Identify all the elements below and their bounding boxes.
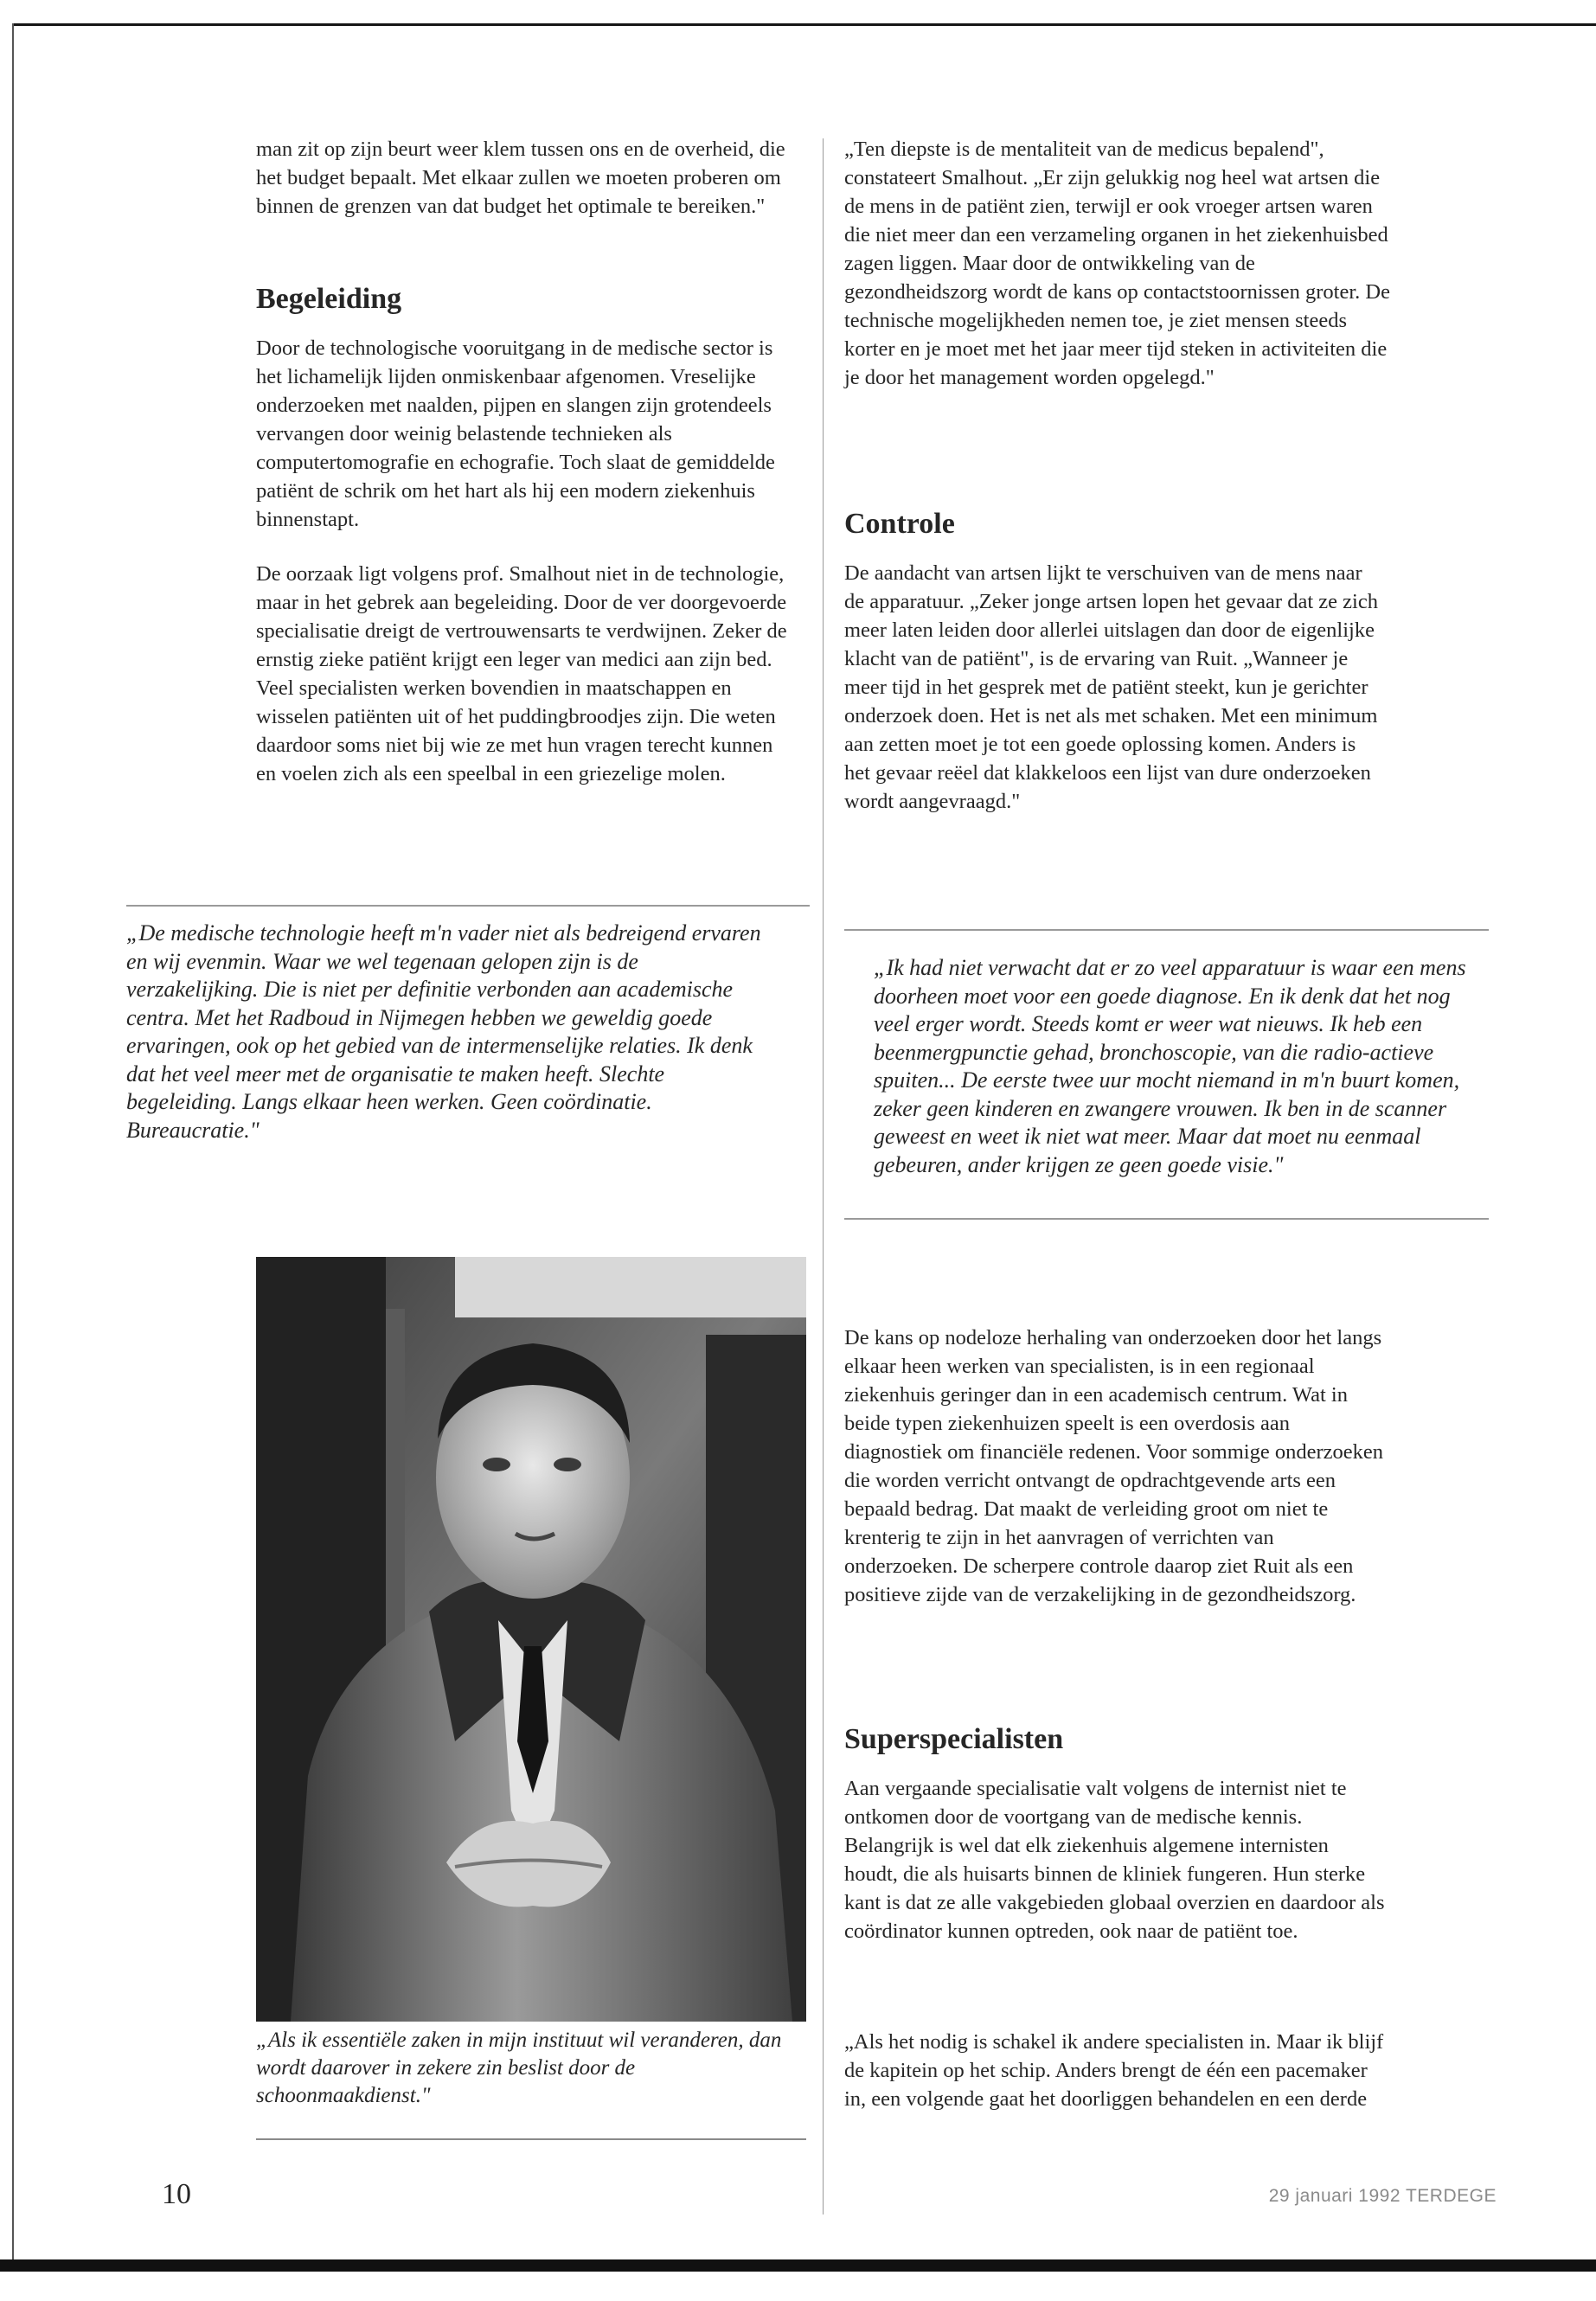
photo-caption: „Als ik essentiële zaken in mijn instituut wil veranderen, dan wordt daarover in zekere zin beslist door de schoonmaakdienst." <box>256 2029 782 2107</box>
begeleiding-paragraph-1: Door de technologische vooruitgang in de medische sector is het lichamelijk lijden onmiskenbaar afgenomen. Vreselijke onderzoeken met naalden, pijpen en slangen zijn grotendeels vervangen door weinig belastende technieken als computertomografie en echografie. Toch slaat de gemiddelde patiënt de schrik om het hart als hij een modern ziekenhuis binnenstapt. <box>256 336 775 531</box>
portrait-image <box>256 1257 806 2022</box>
kans-paragraph: De kans op nodeloze herhaling van onderzoeken door het langs elkaar heen werken van specialisten, is in een regionaal ziekenhuis geringer dan in een academisch centrum. Wat in beide typen ziekenhuizen speelt is een overdosis aan diagnostiek om financiële redenen. Voor sommige onderzoeken die worden verricht ontvangt de opdrachtgevende arts een bepaald bedrag. Dat maakt de verleiding groot om niet te krenterig te zijn in het aanvragen of verrichten van onderzoeken. De scherpere controle daarop ziet Ruit als een positieve zijde van de verzakelijking in de gezondheidszorg. <box>844 1326 1383 1606</box>
controle-paragraph: De aandacht van artsen lijkt te verschuiven van de mens naar de apparatuur. „Zeker jonge artsen lopen het gevaar dat ze zich meer laten leiden door allerlei uitslagen dan door de eigenlijke klacht van de patiënt", is de ervaring van Ruit. „Wanneer je meer tijd in het gesprek met de patiënt steekt, kun je gerichter onderzoek doen. Het is net als met schaken. Met een minimum aan zetten moet je tot een goede oplossing komen. Anders is het gevaar reëel dat klakkeloos een lijst van dure onderzoeken wordt aangevraagd." <box>844 561 1378 813</box>
right-pullquote: „Ik had niet verwacht dat er zo veel apparatuur is waar een mens doorheen moet voor een goede diagnose. En ik denk dat het nog veel erger wordt. Steeds komt er weer wat nieuws. Ik heb een beenmergpunctie gehad, bronchoscopie, van die radio-actieve spuiten... De eerste twee uur mocht niemand in m'n buurt komen, zeker geen kinderen en zwangere vrouwen. Ik ben in de scanner geweest en weet ik niet wat meer. Maar dat moet nu eenmaal gebeuren, ander krijgen ze geen goede visie." <box>874 955 1466 1177</box>
issue-footer: 29 januari 1992 TERDEGE <box>1268 2186 1497 2206</box>
page-left-edge <box>12 23 14 2259</box>
right-pullquote-bottom-rule <box>844 1218 1489 1220</box>
column-divider <box>823 138 824 2214</box>
heading-begeleiding: Begeleiding <box>256 283 402 315</box>
left-pullquote-top-rule <box>126 905 810 907</box>
left-pullquote: „De medische technologie heeft m'n vader niet als bedreigend ervaren en wij evenmin. Waar we wel tegenaan gelopen zijn is de verzakelijking. Die is niet per definitie verbonden aan academische centra. Met het Radboud in Nijmegen hebben we geweldig goede ervaringen, ook op het gebied van de intermenselijke relaties. Ik denk dat het veel meer met de organisatie te maken heeft. Slechte begeleiding. Langs elkaar heen werken. Geen coördinatie. Bureaucratie." <box>126 920 761 1143</box>
portrait-photo <box>256 1257 806 2022</box>
begeleiding-paragraph-2: De oorzaak ligt volgens prof. Smalhout niet in de technologie, maar in het gebrek aan begeleiding. Door de ver doorgevoerde specialisatie dreigt de vertrouwensarts te verdwijnen. Zeker de ernstig zieke patiënt krijgt een leger van medici aan zijn bed. Veel specialisten werken bovendien in maatschappen en wisselen patiënten uit of het puddingbroodjes zijn. Die weten daardoor soms niet bij wie ze met hun vragen terecht kunnen en voelen zich als een speelbal in een griezelige molen. <box>256 562 787 785</box>
heading-superspecialisten: Superspecialisten <box>844 1723 1064 1755</box>
caption-rule <box>256 2138 806 2140</box>
mentaliteit-paragraph: „Ten diepste is de mentaliteit van de medicus bepalend", constateert Smalhout. „Er zijn gelukkig nog heel wat artsen die de mens in de patiënt zien, terwijl er ook vroeger artsen waren die niet meer dan een verzameling organen in het ziekenhuisbed zagen liggen. Maar door de ontwikkeling van de gezondheidszorg wordt de kans op contactstoornissen groter. De technische mogelijkheden nemen toe, je ziet mensen steeds korter en je moet met het jaar meer tijd steken in activiteiten die je door het management worden opgelegd." <box>844 138 1390 389</box>
superspecialisten-paragraph: Aan vergaande specialisatie valt volgens de internist niet te ontkomen door de voortgang van de medische kennis. Belangrijk is wel dat elk ziekenhuis algemene internisten houdt, die als huisarts binnen de kliniek fungeren. Hun sterke kant is dat ze alle vakgebieden globaal overzien en daardoor als coördinator kunnen optreden, ook naar de patiënt toe. <box>844 1777 1385 1943</box>
page-top-rule <box>12 23 1596 26</box>
page-bottom-bar <box>0 2259 1596 2272</box>
right-pullquote-top-rule <box>844 929 1489 931</box>
intro-paragraph: man zit op zijn beurt weer klem tussen ons en de overheid, die het budget bepaalt. Met elkaar zullen we moeten proberen om binnen de grenzen van dat budget het optimale te bereiken." <box>256 138 785 218</box>
heading-controle: Controle <box>844 508 955 540</box>
page-number: 10 <box>162 2178 191 2210</box>
kapitein-paragraph: „Als het nodig is schakel ik andere specialisten in. Maar ik blijf de kapitein op het schip. Anders brengt de één een pacemaker in, een volgende gaat het doorliggen behandelen en een derde <box>844 2030 1384 2111</box>
